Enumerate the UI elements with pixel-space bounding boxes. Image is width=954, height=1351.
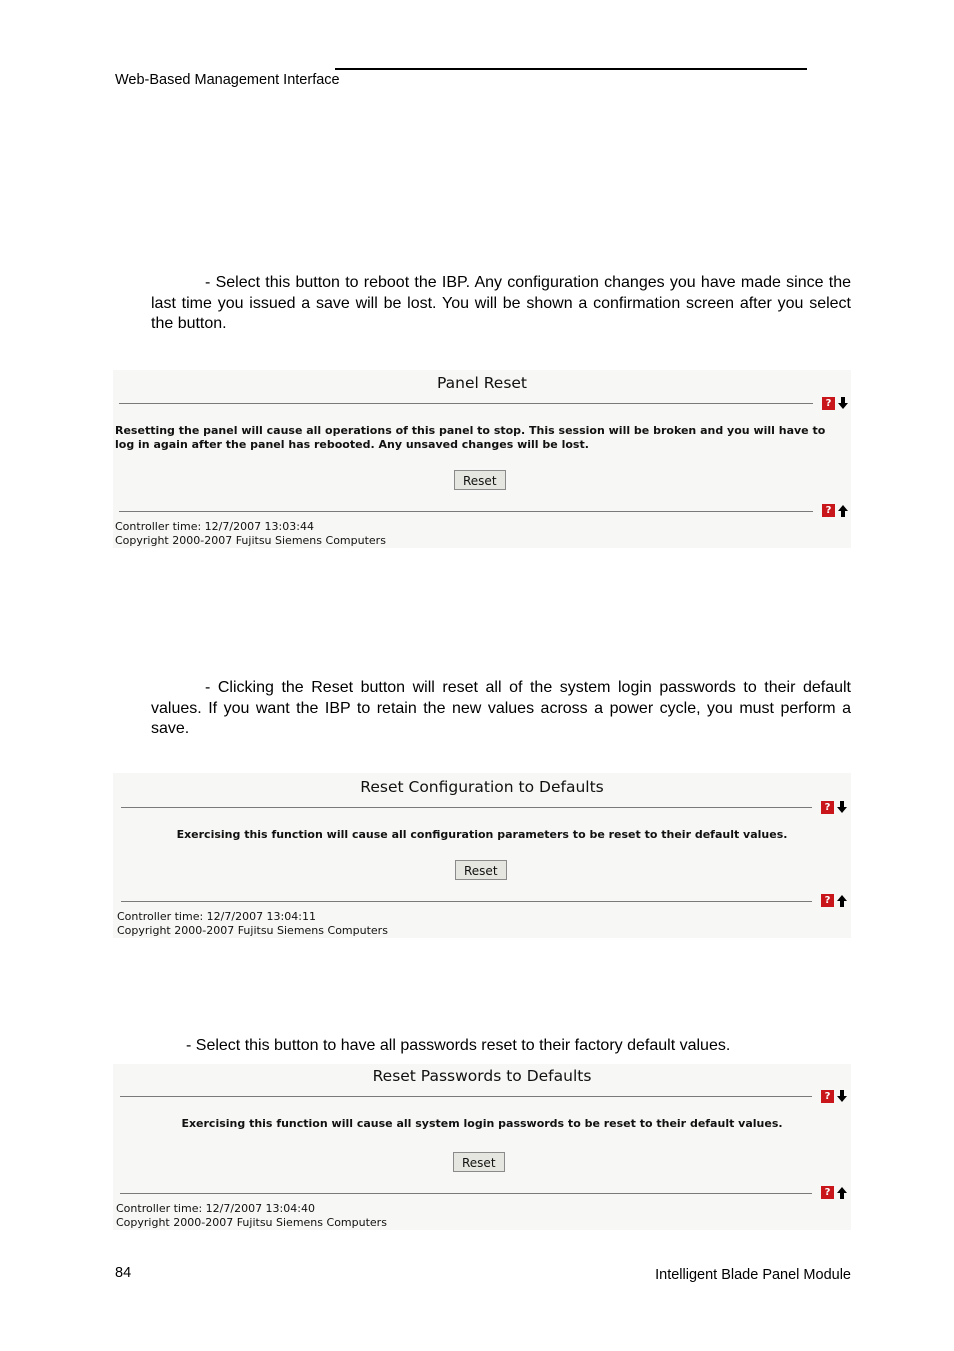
top-icons [821,1090,848,1103]
footer-product: Intelligent Blade Panel Module [655,1267,851,1283]
arrow-down-icon[interactable] [836,801,848,814]
help-icon[interactable]: ? [821,1186,834,1199]
reset-button[interactable]: Reset [453,1152,505,1172]
help-icon[interactable]: ? [822,504,835,517]
panel-reset-screenshot [113,370,851,548]
arrow-down-icon[interactable] [836,1090,848,1103]
panel-title: Panel Reset [436,374,528,392]
top-divider [121,807,812,808]
bottom-divider [121,901,812,902]
section-description [151,678,851,740]
top-icons [821,801,848,814]
reset-passwords-screenshot [113,1064,851,1230]
description-text: - Clicking the Reset button will reset all of the system login passwords to their default values. If you want the IBP to retain the new values across a power cycle, you must perform a save. [151,679,851,737]
arrow-up-icon[interactable] [837,504,849,517]
bottom-icons [822,504,849,517]
header-rule [335,68,807,70]
top-divider [120,1096,812,1097]
bottom-divider [120,1193,812,1194]
help-icon[interactable]: ? [821,1090,834,1103]
bottom-icons [821,1186,848,1199]
arrow-up-icon[interactable] [836,1186,848,1199]
copyright: Copyright 2000-2007 Fujitsu Siemens Computers [115,533,386,547]
bottom-icons [821,894,848,907]
controller-time: Controller time: 12/7/2007 13:04:40 [116,1202,315,1215]
panel-title: Reset Passwords to Defaults [372,1067,592,1085]
reset-button[interactable]: Reset [455,860,507,880]
arrow-up-icon[interactable] [836,894,848,907]
description-text: - Select this button to reboot the IBP. Any configuration changes you have made since the last time you issued a save will be lost. You will be shown a confirmation screen after you select the button. [151,274,851,332]
panel-title: Reset Configuration to Defaults [360,778,604,796]
section-description [151,273,851,335]
copyright: Copyright 2000-2007 Fujitsu Siemens Computers [117,923,388,937]
help-icon[interactable]: ? [821,894,834,907]
description-text: - Select this button to have all passwords reset to their factory default values. [186,1037,731,1054]
reset-configuration-screenshot [113,773,851,938]
controller-time: Controller time: 12/7/2007 13:03:44 [115,520,314,533]
panel-message: Exercising this function will cause all configuration parameters to be reset to their default values. [176,828,788,841]
panel-message: Resetting the panel will cause all operations of this panel to stop. This session will be broken and you will have to log in again after the panel has rebooted. Any unsaved changes will be lost. [115,424,826,451]
reset-button[interactable]: Reset [454,470,506,490]
top-icons [822,397,849,410]
page-number: 84 [115,1265,132,1281]
arrow-down-icon[interactable] [837,397,849,410]
header-title: Web-Based Management Interface [115,72,340,88]
panel-message: Exercising this function will cause all system login passwords to be reset to their default values. [181,1117,783,1130]
copyright: Copyright 2000-2007 Fujitsu Siemens Computers [116,1215,387,1229]
panel-footer [116,1202,387,1229]
help-icon[interactable]: ? [822,397,835,410]
section-description [151,1036,851,1057]
top-divider [119,403,813,404]
panel-footer [115,520,386,547]
bottom-divider [119,511,813,512]
help-icon[interactable]: ? [821,801,834,814]
controller-time: Controller time: 12/7/2007 13:04:11 [117,910,316,923]
panel-footer [117,910,388,937]
